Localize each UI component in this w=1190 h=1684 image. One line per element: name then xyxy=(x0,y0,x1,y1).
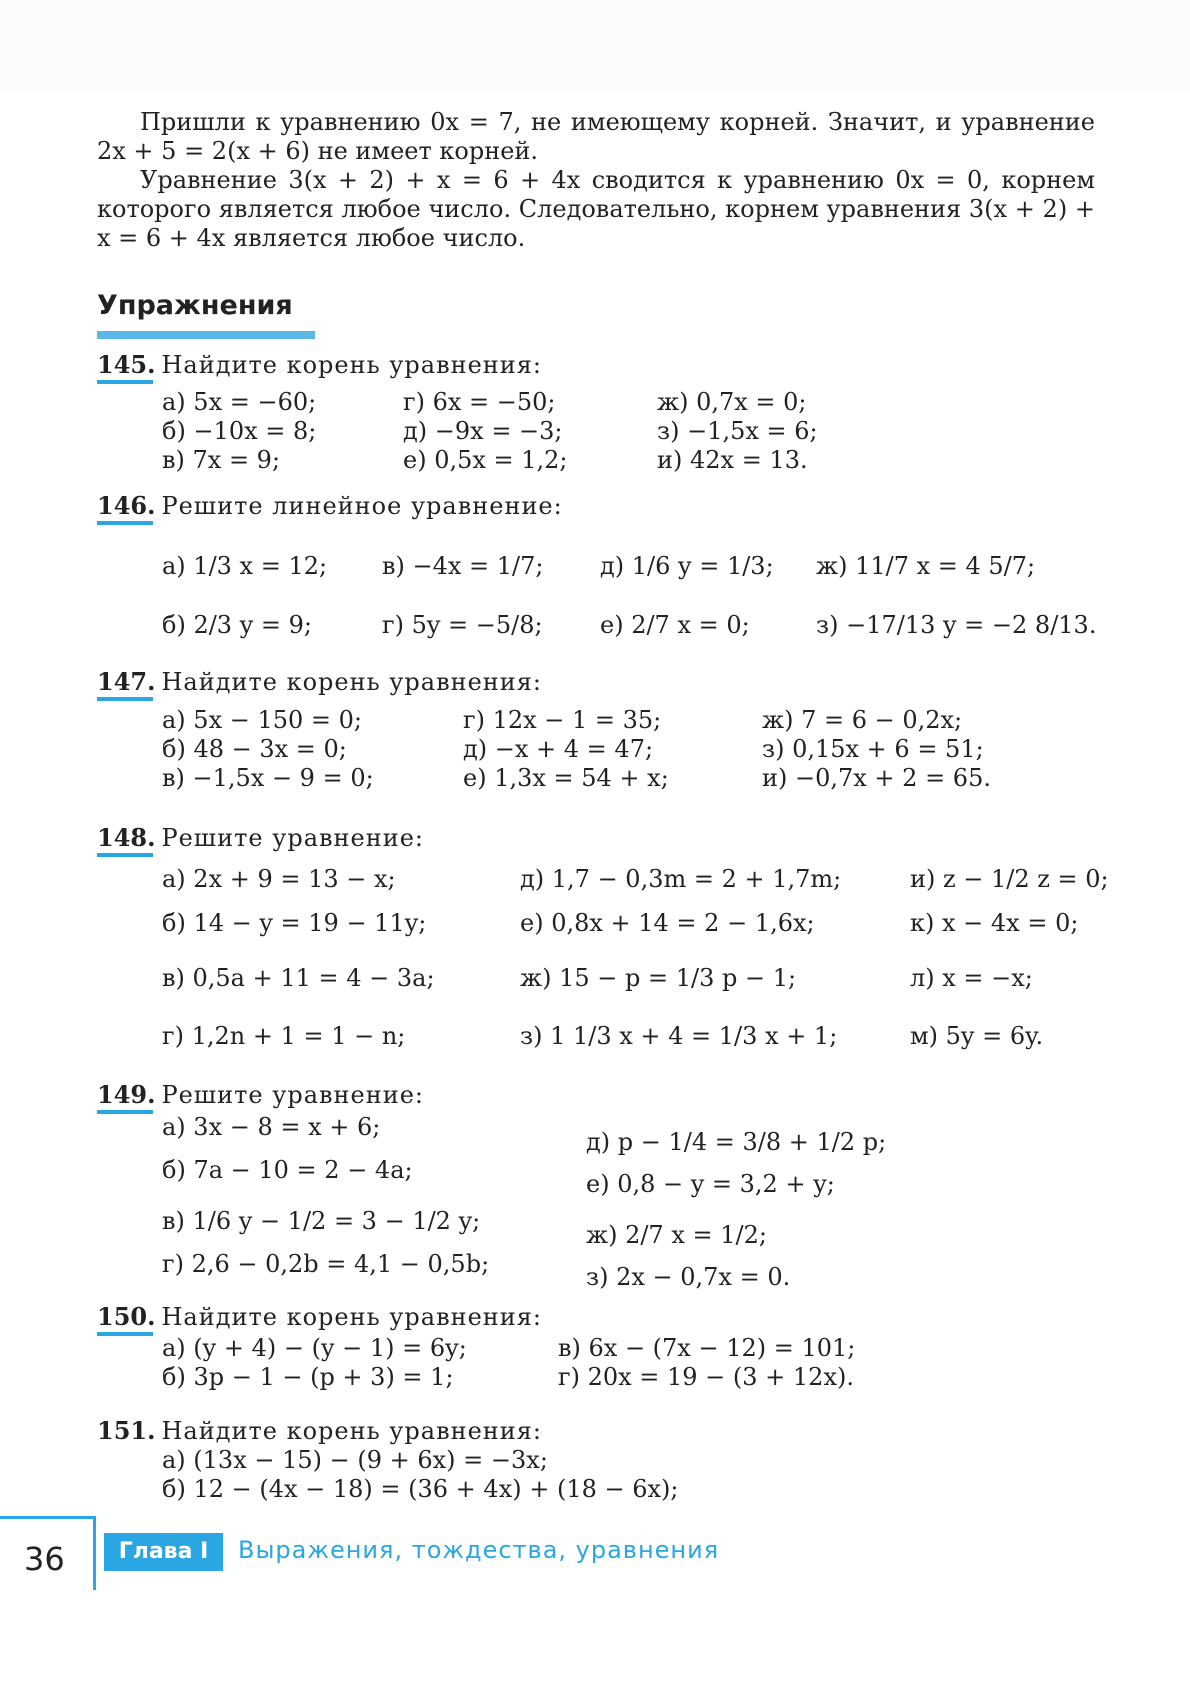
exercise-item: д) 1,7 − 0,3m = 2 + 1,7m; xyxy=(520,865,842,893)
exercise-item: з) −17/13 y = −2 8/13. xyxy=(816,611,1097,639)
exercise-item: д) 1/6 y = 1/3; xyxy=(600,552,774,580)
exercise-item: б) 48 − 3x = 0; xyxy=(162,735,347,763)
exercise-item: л) x = −x; xyxy=(910,964,1033,992)
exercise-148-header xyxy=(97,823,424,853)
exercise-number: 147. xyxy=(97,667,156,696)
exercise-instruction: Найдите корень уравнения: xyxy=(161,1303,542,1331)
exercise-item: з) −1,5x = 6; xyxy=(657,417,818,445)
exercise-item: ж) 15 − p = 1/3 p − 1; xyxy=(520,964,797,992)
exercise-instruction: Решите уравнение: xyxy=(161,824,425,852)
exercise-item: г) 1,2n + 1 = 1 − n; xyxy=(162,1022,406,1050)
exercise-instruction: Найдите корень уравнения: xyxy=(161,1417,542,1445)
exercise-item: г) 6x = −50; xyxy=(403,388,556,416)
exercise-item: д) −9x = −3; xyxy=(403,417,563,445)
footer-rule xyxy=(0,1516,95,1519)
intro-paragraph-2: Уравнение 3(x + 2) + x = 6 + 4x сводится к уравнению 0x = 0, корнем которого является любое число. Следовательно, корнем уравнения 3(x + 2) + x = 6 + 4x является любое число. xyxy=(97,166,1095,252)
exercise-item: в) −1,5x − 9 = 0; xyxy=(162,764,374,792)
exercise-item: б) 12 − (4x − 18) = (36 + 4x) + (18 − 6x); xyxy=(162,1475,679,1503)
chapter-title: Выражения, тождества, уравнения xyxy=(238,1536,720,1564)
exercise-item: г) 5y = −5/8; xyxy=(382,611,543,639)
exercise-145-header xyxy=(97,350,542,380)
exercise-item: д) −x + 4 = 47; xyxy=(463,735,654,763)
exercise-instruction: Решите линейное уравнение: xyxy=(161,492,563,520)
exercise-instruction: Решите уравнение: xyxy=(161,1081,425,1109)
exercise-151-header xyxy=(97,1416,542,1446)
exercise-149-header xyxy=(97,1080,424,1110)
exercise-number: 145. xyxy=(97,350,156,379)
intro-text xyxy=(97,108,1095,253)
exercise-number: 146. xyxy=(97,491,156,520)
exercise-item: в) 0,5a + 11 = 4 − 3a; xyxy=(162,964,435,992)
exercise-item: м) 5y = 6y. xyxy=(910,1022,1044,1050)
exercise-item: в) −4x = 1/7; xyxy=(382,552,544,580)
exercise-item: г) 2,6 − 0,2b = 4,1 − 0,5b; xyxy=(162,1250,490,1278)
exercise-item: а) 5x − 150 = 0; xyxy=(162,706,363,734)
intro-paragraph-1: Пришли к уравнению 0x = 7, не имеющему корней. Значит, и уравнение 2x + 5 = 2(x + 6) не имеет корней. xyxy=(97,108,1095,165)
exercise-item: е) 0,5x = 1,2; xyxy=(403,446,568,474)
exercise-item: з) 1 1/3 x + 4 = 1/3 x + 1; xyxy=(520,1022,838,1050)
exercise-item: ж) 0,7x = 0; xyxy=(657,388,807,416)
exercise-150-header xyxy=(97,1302,542,1332)
exercise-item: а) 2x + 9 = 13 − x; xyxy=(162,865,396,893)
exercise-item: е) 1,3x = 54 + x; xyxy=(463,764,669,792)
exercise-item: и) z − 1/2 z = 0; xyxy=(910,865,1109,893)
exercise-147-header xyxy=(97,667,542,697)
chapter-label: Глава I xyxy=(104,1533,223,1571)
exercise-number: 148. xyxy=(97,823,156,852)
exercise-item: а) (y + 4) − (y − 1) = 6y; xyxy=(162,1334,467,1362)
top-margin xyxy=(0,0,1190,92)
exercise-instruction: Найдите корень уравнения: xyxy=(161,668,542,696)
exercise-item: а) 3x − 8 = x + 6; xyxy=(162,1113,381,1141)
exercise-item: е) 0,8 − y = 3,2 + y; xyxy=(586,1170,835,1198)
exercise-item: ж) 2/7 x = 1/2; xyxy=(586,1221,767,1249)
section-underline xyxy=(97,331,315,339)
exercise-item: е) 2/7 x = 0; xyxy=(600,611,750,639)
exercise-item: д) p − 1/4 = 3/8 + 1/2 p; xyxy=(586,1128,887,1156)
page-number: 36 xyxy=(24,1540,65,1578)
exercise-item: б) 7a − 10 = 2 − 4a; xyxy=(162,1156,413,1184)
exercise-number: 150. xyxy=(97,1302,156,1331)
exercise-item: б) 2/3 y = 9; xyxy=(162,611,312,639)
exercise-instruction: Найдите корень уравнения: xyxy=(161,351,542,379)
exercise-number: 149. xyxy=(97,1080,156,1109)
exercise-item: б) 3p − 1 − (p + 3) = 1; xyxy=(162,1363,454,1391)
exercise-item: г) 20x = 19 − (3 + 12x). xyxy=(558,1363,854,1391)
exercise-item: и) −0,7x + 2 = 65. xyxy=(762,764,991,792)
exercise-item: а) 5x = −60; xyxy=(162,388,317,416)
exercise-item: и) 42x = 13. xyxy=(657,446,808,474)
exercise-item: е) 0,8x + 14 = 2 − 1,6x; xyxy=(520,909,815,937)
exercise-item: а) (13x − 15) − (9 + 6x) = −3x; xyxy=(162,1446,548,1474)
exercise-item: з) 0,15x + 6 = 51; xyxy=(762,735,984,763)
exercise-item: г) 12x − 1 = 35; xyxy=(463,706,662,734)
exercise-item: ж) 7 = 6 − 0,2x; xyxy=(762,706,963,734)
exercise-146-header xyxy=(97,491,563,521)
footer-divider xyxy=(93,1516,96,1590)
exercise-number: 151. xyxy=(97,1416,156,1445)
section-title: Упражнения xyxy=(97,290,293,321)
exercise-item: в) 7x = 9; xyxy=(162,446,281,474)
exercise-item: з) 2x − 0,7x = 0. xyxy=(586,1263,791,1291)
exercise-item: в) 1/6 y − 1/2 = 3 − 1/2 y; xyxy=(162,1207,481,1235)
exercise-item: б) 14 − y = 19 − 11y; xyxy=(162,909,427,937)
exercise-item: к) x − 4x = 0; xyxy=(910,909,1079,937)
exercise-item: в) 6x − (7x − 12) = 101; xyxy=(558,1334,856,1362)
exercise-item: а) 1/3 x = 12; xyxy=(162,552,328,580)
exercise-item: б) −10x = 8; xyxy=(162,417,317,445)
exercise-item: ж) 11/7 x = 4 5/7; xyxy=(816,552,1036,580)
